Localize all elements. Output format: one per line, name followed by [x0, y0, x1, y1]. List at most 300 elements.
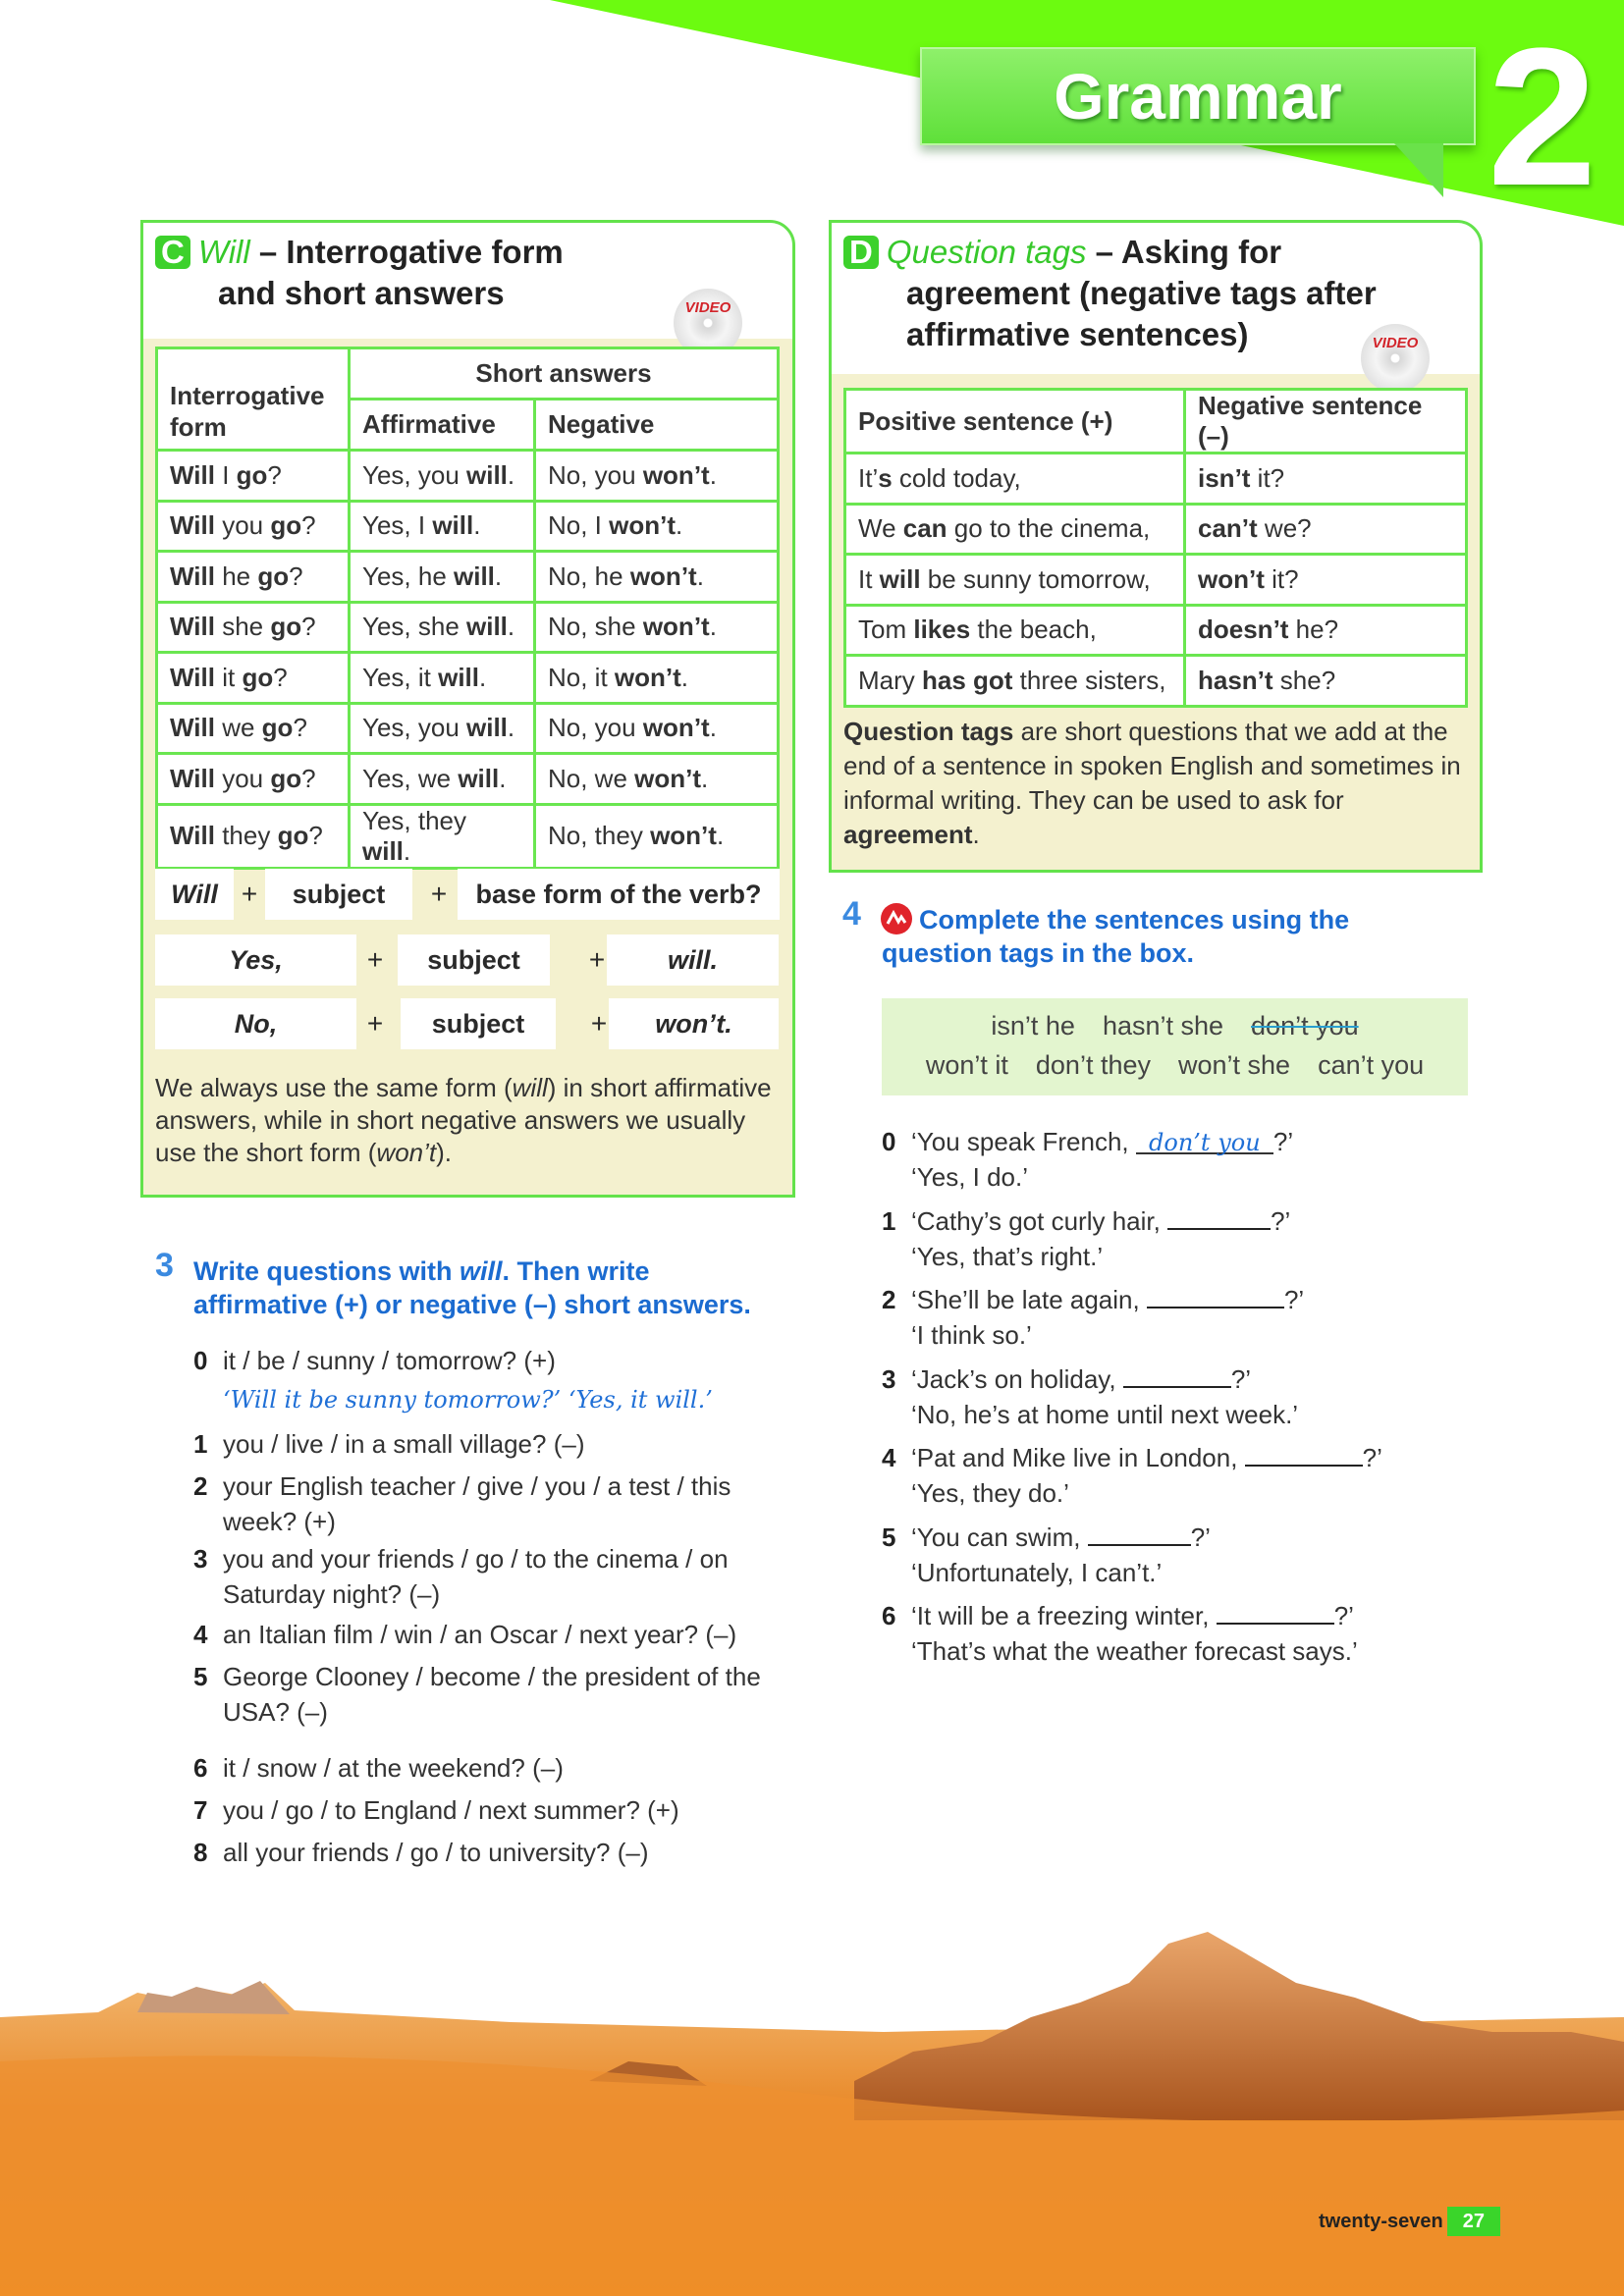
- exercise-item: [193, 1750, 773, 1786]
- item-number: 0: [193, 1346, 208, 1375]
- text-segment: won’t: [614, 662, 681, 692]
- positive-cell: [845, 504, 1185, 555]
- video-label: VIDEO: [1372, 335, 1419, 351]
- exercise-item: [193, 1835, 773, 1870]
- positive-cell: [845, 555, 1185, 606]
- question-tag-option: can’t you: [1318, 1050, 1425, 1080]
- text-segment: No, they: [548, 821, 651, 850]
- negative-cell: [535, 451, 779, 502]
- text-segment: Mary: [858, 665, 922, 695]
- table-row: [157, 804, 779, 868]
- exercise-item: [193, 1468, 773, 1539]
- text-segment: Yes, she: [362, 612, 467, 642]
- text-segment: will: [458, 763, 500, 793]
- item-number: 7: [193, 1795, 208, 1825]
- text-segment: go: [277, 821, 309, 850]
- box-d-title: [843, 232, 1377, 355]
- page-number: 27: [1447, 2207, 1500, 2236]
- table-row: [157, 653, 779, 704]
- interrogative-cell: [157, 653, 350, 704]
- text-segment: ?: [293, 713, 307, 743]
- positive-cell: [845, 605, 1185, 656]
- text-segment: she?: [1272, 665, 1336, 695]
- question-tag-option: don’t you: [1251, 1011, 1359, 1041]
- affirmative-cell: [350, 602, 535, 653]
- header-interrogative: Interrogative form: [157, 348, 350, 451]
- text-segment: Question tags: [843, 717, 1014, 746]
- affirmative-cell: [350, 451, 535, 502]
- table-row: [845, 656, 1467, 707]
- item-question: ‘You speak French,: [911, 1127, 1129, 1156]
- text-segment: will: [454, 561, 495, 591]
- exercise-item: [193, 1341, 773, 1419]
- answer-blank[interactable]: [1217, 1601, 1334, 1625]
- item-line: [911, 1440, 1471, 1475]
- negative-cell: [535, 602, 779, 653]
- text-segment: likes: [913, 614, 971, 645]
- item-prompt: an Italian film / win / an Oscar / next year? (–): [223, 1620, 737, 1649]
- question-tag-option: won’t she: [1177, 1050, 1291, 1080]
- item-number: 2: [193, 1471, 208, 1501]
- text-segment: ?: [267, 459, 282, 490]
- exercise-item: [882, 1203, 1471, 1274]
- text-segment: ?: [308, 821, 323, 850]
- text-segment: ) in short affirmative answers, while in short negative answers we usually use the short form (: [155, 1073, 772, 1167]
- affirmative-cell: [350, 552, 535, 603]
- table-row: [845, 555, 1467, 606]
- exercise-item: [193, 1541, 773, 1612]
- title-keyword: Will: [197, 234, 250, 270]
- interrogative-cell: [157, 552, 350, 603]
- question-tag-option: hasn’t she: [1102, 1011, 1224, 1041]
- exercise-item: [882, 1520, 1471, 1590]
- item-reply: ‘Yes, they do.’: [911, 1478, 1069, 1508]
- plus-sign: +: [430, 879, 448, 909]
- text-segment: .: [972, 820, 980, 849]
- negative-tag-cell: [1185, 504, 1467, 555]
- question-tag-option: isn’t he: [991, 1011, 1075, 1041]
- exercise-item: [882, 1282, 1471, 1353]
- title-text-line3: affirmative sentences): [906, 316, 1249, 352]
- text-segment: It: [858, 563, 880, 594]
- text-segment: it?: [1264, 563, 1299, 594]
- table-row: [157, 602, 779, 653]
- title-text: – Interrogative form: [249, 234, 564, 270]
- text-segment: will: [466, 459, 508, 490]
- text-segment: three sisters,: [1012, 665, 1166, 695]
- text-segment: won’t: [629, 561, 697, 591]
- header-affirmative: Affirmative: [350, 400, 535, 451]
- answer-blank[interactable]: don’t you: [1136, 1125, 1273, 1154]
- text-segment: Yes, I: [362, 510, 433, 541]
- box-letter: D: [843, 236, 879, 269]
- text-segment: No, you: [548, 459, 643, 490]
- text-segment: Tom: [858, 614, 914, 645]
- text-segment: he: [214, 561, 258, 591]
- text-segment: .: [507, 612, 515, 642]
- header-negative: Negative sentence (–): [1185, 390, 1467, 454]
- item-line: [911, 1203, 1471, 1239]
- text-segment: won’t: [642, 612, 710, 642]
- text-segment: go: [270, 763, 302, 793]
- table-row: [845, 454, 1467, 505]
- item-question: ‘You can swim,: [911, 1522, 1081, 1552]
- text-segment: .: [676, 510, 683, 541]
- affirmative-cell: [350, 754, 535, 805]
- item-line: [911, 1598, 1471, 1633]
- text-segment: .: [473, 510, 481, 541]
- item-line: [911, 1520, 1471, 1555]
- video-icon[interactable]: [1361, 324, 1430, 393]
- answer-blank[interactable]: [1167, 1206, 1271, 1230]
- question-tag-option: don’t they: [1035, 1050, 1151, 1080]
- text-segment: .: [696, 561, 704, 591]
- text-segment: won’t: [642, 713, 710, 743]
- item-number: 3: [193, 1544, 208, 1574]
- exercise-3-number: 3: [155, 1247, 174, 1284]
- formula-part: base form of the verb?: [458, 869, 780, 920]
- text-segment: you: [214, 763, 271, 793]
- text-segment: .: [403, 835, 411, 866]
- will-note: [155, 1072, 784, 1169]
- interrogative-cell: [157, 754, 350, 805]
- negative-tag-cell: [1185, 656, 1467, 707]
- item-line: [911, 1282, 1471, 1317]
- answer-blank[interactable]: [1088, 1522, 1191, 1546]
- text-segment: Will: [170, 612, 215, 642]
- affirmative-cell: [350, 501, 535, 552]
- question-tags-note: [843, 715, 1472, 852]
- formula-part: subject: [398, 934, 550, 986]
- exercise-item: [193, 1659, 773, 1730]
- title-text-line2: agreement (negative tags after: [906, 275, 1377, 311]
- text-segment: Yes, you: [362, 713, 467, 743]
- table-row: [157, 451, 779, 502]
- exercise-item: [193, 1426, 773, 1462]
- text-segment: doesn’t: [1198, 614, 1289, 645]
- text-segment: Will: [170, 510, 215, 541]
- negative-cell: [535, 552, 779, 603]
- item-reply: ‘Yes, I do.’: [911, 1162, 1029, 1192]
- exercise-item: [193, 1617, 773, 1652]
- question-tags-table: [843, 388, 1468, 708]
- item-prompt: your English teacher / give / you / a test / this week? (+): [223, 1471, 731, 1536]
- item-end: ?’: [1272, 1127, 1294, 1156]
- positive-cell: [845, 454, 1185, 505]
- text-segment: Will: [170, 713, 215, 743]
- header-positive: Positive sentence (+): [845, 390, 1185, 454]
- item-prompt: you / live / in a small village? (–): [223, 1429, 585, 1459]
- formula-part: Yes,: [155, 934, 356, 986]
- negative-cell: [535, 703, 779, 754]
- item-number: 1: [193, 1429, 208, 1459]
- text-segment: Will: [170, 662, 215, 692]
- item-reply: ‘No, he’s at home until next week.’: [911, 1399, 1299, 1429]
- text-segment: go: [261, 713, 294, 743]
- formula-part: subject: [265, 869, 412, 920]
- exercise-3-instruction: [193, 1255, 783, 1321]
- text-segment: go: [270, 612, 302, 642]
- text-segment: Yes, you: [362, 459, 467, 490]
- negative-cell: [535, 804, 779, 868]
- text-segment: .: [507, 713, 515, 743]
- text-segment: .: [709, 612, 717, 642]
- text-segment: won’t: [650, 821, 717, 850]
- text-segment: will: [438, 662, 479, 692]
- text-segment: No, it: [548, 662, 615, 692]
- text-segment: Will: [170, 459, 215, 490]
- text-segment: .: [507, 459, 515, 490]
- positive-cell: [845, 656, 1185, 707]
- text-segment: agreement: [843, 820, 973, 849]
- text-segment: Will: [170, 763, 215, 793]
- text-segment: will: [879, 563, 921, 594]
- text-segment: we?: [1257, 513, 1312, 544]
- text-segment: will: [466, 713, 508, 743]
- negative-cell: [535, 501, 779, 552]
- text-segment: we: [214, 713, 262, 743]
- item-end: ?’: [1362, 1443, 1382, 1472]
- text-segment: can: [902, 513, 947, 544]
- table-row: [845, 504, 1467, 555]
- text-segment: s: [878, 462, 893, 493]
- text-segment: isn’t: [1198, 462, 1251, 493]
- text-segment: will: [466, 612, 508, 642]
- interrogative-cell: [157, 501, 350, 552]
- text-segment: can’t: [1198, 513, 1258, 544]
- text-segment: be sunny tomorrow,: [920, 563, 1151, 594]
- item-number: 8: [193, 1838, 208, 1867]
- interrogative-cell: [157, 703, 350, 754]
- text-segment: I: [214, 459, 237, 490]
- item-question: ‘She’ll be late again,: [911, 1285, 1140, 1314]
- box-c-title: [155, 232, 564, 314]
- exercise-4-number: 4: [842, 895, 861, 933]
- item-reply: ‘Yes, that’s right.’: [911, 1241, 1104, 1271]
- text-segment: Will: [170, 821, 215, 850]
- formula-part: won’t.: [609, 998, 779, 1049]
- negative-tag-cell: [1185, 454, 1467, 505]
- item-number: 5: [882, 1522, 896, 1552]
- item-prompt: all your friends / go / to university? (–): [223, 1838, 649, 1867]
- item-number: 6: [882, 1601, 896, 1630]
- section-title-banner: [920, 47, 1476, 145]
- item-end: ?’: [1333, 1601, 1354, 1630]
- text-segment: ?: [301, 763, 316, 793]
- text-segment: will: [362, 835, 404, 866]
- text-segment: will: [512, 1073, 548, 1102]
- table-row: [845, 605, 1467, 656]
- text-segment: he?: [1288, 614, 1339, 645]
- item-number: 4: [882, 1443, 896, 1472]
- text-segment: it: [214, 662, 243, 692]
- item-prompt: George Clooney / become / the president of the USA? (–): [223, 1662, 761, 1727]
- item-prompt: it / be / sunny / tomorrow? (+): [223, 1346, 556, 1375]
- item-question: ‘Cathy’s got curly hair,: [911, 1205, 1161, 1236]
- text-segment: go: [257, 561, 290, 591]
- text-segment: she: [214, 612, 271, 642]
- item-prompt: you / go / to England / next summer? (+): [223, 1795, 679, 1825]
- item-end: ?’: [1271, 1205, 1291, 1236]
- text-segment: won’t: [609, 510, 677, 541]
- question-tag-option: won’t it: [925, 1050, 1008, 1080]
- text-segment: Write questions with: [193, 1256, 460, 1286]
- text-segment: won’t: [642, 459, 710, 490]
- text-segment: go: [270, 510, 302, 541]
- affirmative-cell: [350, 653, 535, 704]
- text-segment: Will: [170, 561, 215, 591]
- text-segment: are short questions that we add at the end of a sentence in spoken English and sometimes in informal writing. They can be used to ask for: [843, 717, 1461, 815]
- interrogative-cell: [157, 602, 350, 653]
- item-number: 2: [882, 1285, 896, 1314]
- text-segment: .: [479, 662, 487, 692]
- table-row: [157, 552, 779, 603]
- exercise-item: [882, 1362, 1471, 1432]
- negative-cell: [535, 754, 779, 805]
- plus-sign: +: [590, 1008, 608, 1039]
- unit-number: 2: [1488, 8, 1597, 227]
- text-segment: ?: [273, 662, 288, 692]
- title-text: – Asking for: [1086, 234, 1282, 270]
- exercise-item: [882, 1124, 1471, 1195]
- plus-sign: +: [588, 944, 606, 975]
- item-number: 5: [193, 1662, 208, 1691]
- item-question: ‘Jack’s on holiday,: [911, 1363, 1116, 1394]
- text-segment: the beach,: [970, 614, 1097, 645]
- text-segment: will: [460, 1256, 503, 1286]
- text-segment: .: [716, 821, 725, 850]
- item-end: ?’: [1283, 1285, 1305, 1314]
- video-label: VIDEO: [684, 299, 731, 316]
- text-segment: cold today,: [892, 462, 1021, 493]
- text-segment: it?: [1250, 462, 1285, 493]
- header-short-answers: Short answers: [350, 348, 779, 400]
- item-number: 3: [882, 1363, 896, 1394]
- affirmative-cell: [350, 703, 535, 754]
- text-segment: We: [858, 513, 903, 544]
- affirmative-cell: [350, 804, 535, 868]
- item-number: 4: [193, 1620, 208, 1649]
- example-answer: ‘Will it be sunny tomorrow?’ ‘Yes, it will.’: [223, 1386, 713, 1414]
- item-prompt: it / snow / at the weekend? (–): [223, 1753, 564, 1783]
- text-segment: hasn’t: [1198, 665, 1273, 695]
- table-row: [157, 501, 779, 552]
- text-segment: has got: [922, 665, 1013, 695]
- formula-part: subject: [401, 998, 556, 1049]
- plus-sign: +: [366, 944, 384, 975]
- item-line: [911, 1124, 1471, 1159]
- box-letter: C: [155, 236, 190, 269]
- text-segment: No, I: [548, 510, 610, 541]
- text-segment: won’t: [1198, 563, 1265, 594]
- text-segment: We always use the same form (: [155, 1073, 513, 1102]
- page-footer: [1319, 2207, 1500, 2236]
- negative-tag-cell: [1185, 555, 1467, 606]
- text-segment: Yes, we: [362, 763, 459, 793]
- text-segment: No, he: [548, 561, 630, 591]
- text-segment: won’t: [376, 1138, 437, 1167]
- exercise-item: [882, 1598, 1471, 1669]
- negative-cell: [535, 653, 779, 704]
- text-segment: .: [499, 763, 507, 793]
- section-title: Grammar: [1054, 60, 1342, 133]
- exercise-item: [882, 1440, 1471, 1511]
- item-prompt: you and your friends / go / to the cinema / on Saturday night? (–): [223, 1544, 729, 1609]
- text-segment: No, you: [548, 713, 643, 743]
- answer-blank[interactable]: [1123, 1364, 1231, 1388]
- answer-blank[interactable]: [1245, 1443, 1363, 1467]
- text-segment: go: [236, 459, 268, 490]
- item-number: 1: [882, 1205, 896, 1236]
- desert-landscape-photo: [0, 1924, 1624, 2296]
- text-segment: It’: [858, 462, 879, 493]
- question-tag-word-box: [882, 998, 1468, 1095]
- text-segment: .: [494, 561, 503, 591]
- table-row: [157, 703, 779, 754]
- item-reply: ‘Unfortunately, I can’t.’: [911, 1557, 1163, 1587]
- text-segment: No, she: [548, 612, 643, 642]
- item-reply: ‘I think so.’: [911, 1320, 1032, 1350]
- text-segment: .: [709, 713, 717, 743]
- text-segment: . Then write affirmative (+) or negative (–) short answers.: [193, 1256, 751, 1319]
- text-segment: go to the cinema,: [947, 513, 1151, 544]
- formula-part: No,: [155, 998, 356, 1049]
- speech-bubble-tail: [1394, 143, 1463, 202]
- text-segment: No, we: [548, 763, 635, 793]
- exercise-4-instruction: Complete the sentences using the question tags in the box.: [882, 905, 1350, 968]
- text-segment: will: [432, 510, 474, 541]
- answer-blank[interactable]: [1147, 1285, 1284, 1308]
- negative-tag-cell: [1185, 605, 1467, 656]
- text-segment: they: [214, 821, 278, 850]
- interrogative-cell: [157, 451, 350, 502]
- table-row: [157, 754, 779, 805]
- item-number: 6: [193, 1753, 208, 1783]
- text-segment: ?: [289, 561, 303, 591]
- item-question: ‘Pat and Mike live in London,: [911, 1443, 1238, 1472]
- text-segment: .: [680, 662, 689, 692]
- interrogative-cell: [157, 804, 350, 868]
- plus-sign: +: [366, 1008, 384, 1039]
- plus-sign: +: [241, 879, 258, 909]
- header-negative: Negative: [535, 400, 779, 451]
- item-number: 0: [882, 1127, 896, 1156]
- item-line: [911, 1362, 1471, 1397]
- page-number-words: twenty-seven: [1319, 2211, 1443, 2232]
- formula-part: will.: [607, 934, 779, 986]
- title-text-line2: and short answers: [218, 275, 505, 311]
- formula-part: Will: [155, 869, 234, 920]
- item-end: ?’: [1230, 1363, 1252, 1394]
- text-segment: go: [242, 662, 274, 692]
- text-segment: Yes, they: [362, 805, 467, 835]
- text-segment: .: [701, 763, 709, 793]
- item-end: ?’: [1190, 1522, 1211, 1552]
- text-segment: ).: [436, 1138, 453, 1167]
- text-segment: Yes, it: [362, 662, 439, 692]
- text-segment: you: [214, 510, 271, 541]
- will-table: [155, 347, 780, 870]
- text-segment: ?: [301, 612, 316, 642]
- exercise-item: [193, 1792, 773, 1828]
- text-segment: ?: [301, 510, 316, 541]
- text-segment: won’t: [634, 763, 702, 793]
- text-segment: Yes, he: [362, 561, 455, 591]
- item-question: ‘It will be a freezing winter,: [911, 1601, 1210, 1630]
- item-reply: ‘That’s what the weather forecast says.’: [911, 1636, 1358, 1666]
- text-segment: .: [709, 459, 717, 490]
- title-keyword: Question tags: [886, 234, 1087, 270]
